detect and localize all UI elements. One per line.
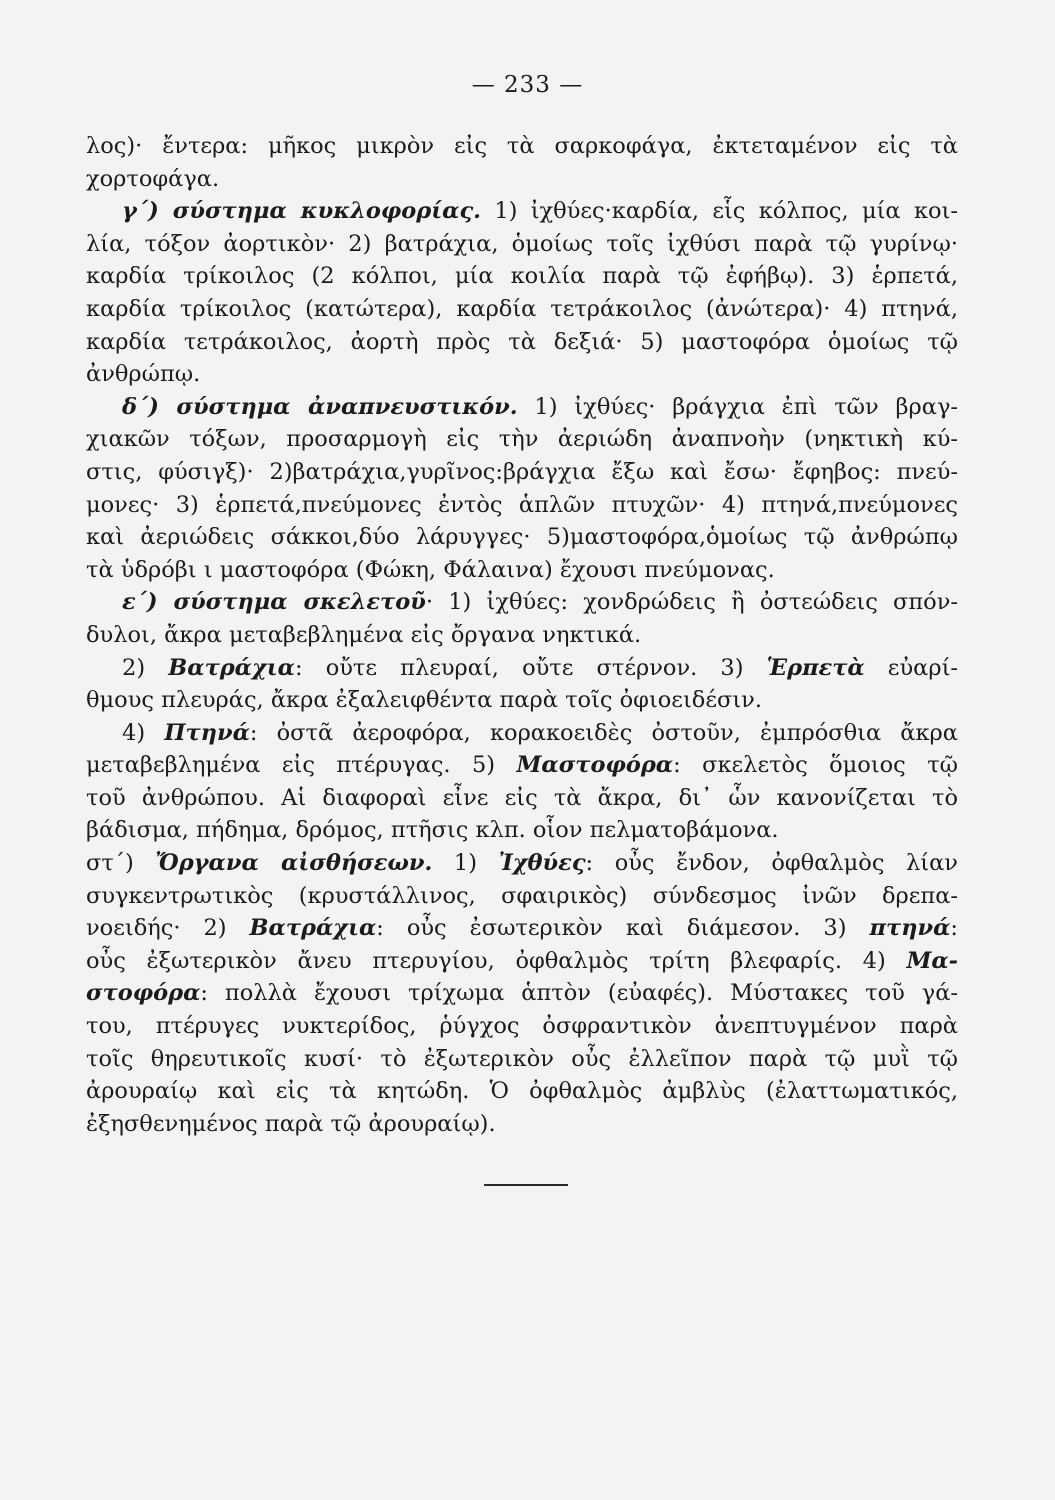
text-run: δυλοι, ἄκρα μεταβεβλημένα εἰς ὄργανα νηκτικά. [86, 621, 642, 648]
body-text [86, 130, 958, 1140]
text-run: λία, τόξον ἀορτικὸν· 2) βατράχια, ὁμοίως τοῖς ἰχθύσι παρὰ τῷ γυρίνῳ· [86, 230, 958, 257]
emphasized-heading: Μα- [906, 947, 958, 974]
text-line [86, 1108, 958, 1141]
emphasized-heading: Ἑρπετὰ [766, 654, 865, 681]
text-run: : οὖς ἐσωτερικὸν καὶ διάμεσον. 3) [376, 915, 870, 942]
text-run: : οὔτε πλευραί, οὔτε στέρνον. 3) [294, 654, 767, 681]
text-run: τοῦ ἀνθρώπου. Αἱ διαφοραὶ εἶνε εἰς τὰ ἄκρα, δι᾿ ὧν κανονίζεται τὸ [86, 784, 958, 811]
text-run: : σκελετὸς ὅμοιος τῷ [673, 752, 958, 779]
text-line [86, 130, 958, 163]
text-line [86, 749, 958, 782]
text-line [86, 163, 958, 196]
text-line [86, 880, 958, 913]
text-run: μεταβεβλημένα εἰς πτέρυγας. 5) [86, 752, 517, 779]
text-run: χιακῶν τόξων, προσαρμογὴ εἰς τὴν ἀεριώδη ἀναπνοὴν (νηκτικὴ κύ- [86, 426, 958, 453]
text-run: τοῖς θηρευτικοῖς κυσί· τὸ ἐξωτερικὸν οὖς ἐλλεῖπον παρὰ τῷ μυῒ τῷ [86, 1045, 958, 1072]
emphasized-heading: δ΄) σύστημα ἀναπνευστικόν. [122, 393, 518, 420]
text-line [86, 456, 958, 489]
text-line [86, 814, 958, 847]
text-run: ἀρουραίῳ καὶ εἰς τὰ κητώδη. Ὁ ὀφθαλμὸς ἀμβλὺς (ἐλαττωματικός, [86, 1078, 958, 1105]
text-line [86, 684, 958, 717]
text-line [86, 423, 958, 456]
text-line [86, 1075, 958, 1108]
text-line [86, 195, 958, 228]
text-line [86, 782, 958, 815]
text-run: καρδία τετράκοιλος, ἀορτὴ πρὸς τὰ δεξιά· 5) μαστοφόρα ὁμοίως τῷ [86, 328, 958, 355]
text-line [86, 293, 958, 326]
text-run: : ὀστᾶ ἀεροφόρα, κορακοειδὲς ὀστοῦν, ἐμπρόσθια ἄκρα [249, 719, 958, 746]
emphasized-heading: Ἰχθύες [498, 850, 586, 877]
emphasized-heading: πτηνά [869, 915, 951, 942]
text-line [86, 652, 958, 685]
emphasized-heading: Ὄργανα αἰσθήσεων. [155, 850, 433, 877]
text-line [86, 260, 958, 293]
text-run: ἐξησθενημένος παρὰ τῷ ἀρουραίῳ). [86, 1110, 496, 1137]
text-run: χορτοφάγα. [86, 165, 220, 192]
text-run: βάδισμα, πήδημα, δρόμος, πτῆσις κλπ. οἷον πελματοβάμονα. [86, 817, 779, 844]
emphasized-heading: γ΄) σύστημα κυκλοφορίας. [122, 198, 481, 225]
text-line [86, 554, 958, 587]
text-run: 1) ἰχθύες· βράγχια ἐπὶ τῶν βραγ- [517, 393, 958, 420]
text-run: θμους πλευράς, ἄκρα ἐξαλειφθέντα παρὰ τοῖς ὀφιοειδέσιν. [86, 687, 762, 714]
text-line [86, 619, 958, 652]
text-line [86, 847, 958, 880]
emphasized-heading: στοφόρα [86, 980, 201, 1007]
text-line [86, 717, 958, 750]
text-line [86, 358, 958, 391]
separator-rule [484, 1184, 568, 1186]
text-run: καρδία τρίκοιλος (2 κόλποι, μία κοιλία παρὰ τῷ ἐφήβῳ). 3) ἑρπετά, [86, 263, 958, 290]
text-run: μονες· 3) ἑρπετά,πνεύμονες ἐντὸς ἁπλῶν πτυχῶν· 4) πτηνά,πνεύμονες [86, 491, 958, 518]
text-run: 4) [122, 719, 165, 746]
text-line [86, 977, 958, 1010]
text-run: νοειδής· 2) [86, 915, 250, 942]
page-number: — 233 — [471, 72, 584, 98]
text-run: του, πτέρυγες νυκτερίδος, ῥύγχος ὀσφραντικὸν ἀνεπτυγμένον παρὰ [86, 1013, 958, 1040]
text-run: συγκεντρωτικὸς (κρυστάλλινος, σφαιρικὸς) σύνδεσμος ἰνῶν δρεπα- [86, 882, 958, 909]
emphasized-heading: Βατράχια [249, 915, 377, 942]
emphasized-heading: Πτηνά [164, 719, 250, 746]
text-run: καρδία τρίκοιλος (κατώτερα), καρδία τετράκοιλος (ἀνώτερα)· 4) πτηνά, [86, 295, 958, 322]
emphasized-heading: ε΄) σύστημα σκελετοῦ [122, 589, 426, 616]
text-run: καὶ ἀεριώδεις σάκκοι,δύο λάρυγγες· 5)μαστοφόρα,ὁμοίως τῷ ἀνθρώπῳ [86, 524, 958, 551]
text-run: 1) [432, 850, 499, 877]
text-run: εὐαρί- [864, 654, 958, 681]
text-line [86, 521, 958, 554]
text-run: στ΄) [86, 850, 156, 877]
text-run: · 1) ἰχθύες: χονδρώδεις ἢ ὀστεώδεις σπόν- [425, 589, 958, 616]
text-run: : οὖς ἔνδον, ὀφθαλμὸς λίαν [585, 850, 958, 877]
text-line [86, 326, 958, 359]
text-line [86, 1043, 958, 1076]
text-run: στις, φύσιγξ)· 2)βατράχια,γυρῖνος:βράγχια ἔξω καὶ ἔσω· ἔφηβος: πνεύ- [86, 458, 958, 485]
text-line [86, 586, 958, 619]
text-run: τὰ ὑδρόβι ι μαστοφόρα (Φώκη, Φάλαινα) ἔχουσι πνεύμονας. [86, 556, 775, 583]
text-run: : πολλὰ ἔχουσι τρίχωμα ἁπτὸν (εὐαφές). Μύστακες τοῦ γά- [200, 980, 958, 1007]
text-line [86, 391, 958, 424]
text-run: λος)· ἔντερα: μῆκος μικρὸν εἰς τὰ σαρκοφάγα, ἐκτεταμένον εἰς τὰ [86, 133, 958, 159]
text-run: 2) [122, 654, 169, 681]
text-run: : [950, 915, 958, 942]
text-line [86, 1010, 958, 1043]
text-line [86, 228, 958, 261]
emphasized-heading: Μαστοφόρα [516, 752, 674, 779]
text-run: 1) ἰχθύες·καρδία, εἷς κόλπος, μία κοι- [481, 198, 958, 225]
emphasized-heading: Βατράχια [168, 654, 295, 681]
text-run: οὖς ἐξωτερικὸν ἄνευ πτερυγίου, ὀφθαλμὸς τρίτη βλεφαρίς. 4) [86, 947, 907, 974]
text-line [86, 945, 958, 978]
text-line [86, 912, 958, 945]
text-run: ἀνθρώπῳ. [86, 361, 201, 388]
text-line [86, 489, 958, 522]
